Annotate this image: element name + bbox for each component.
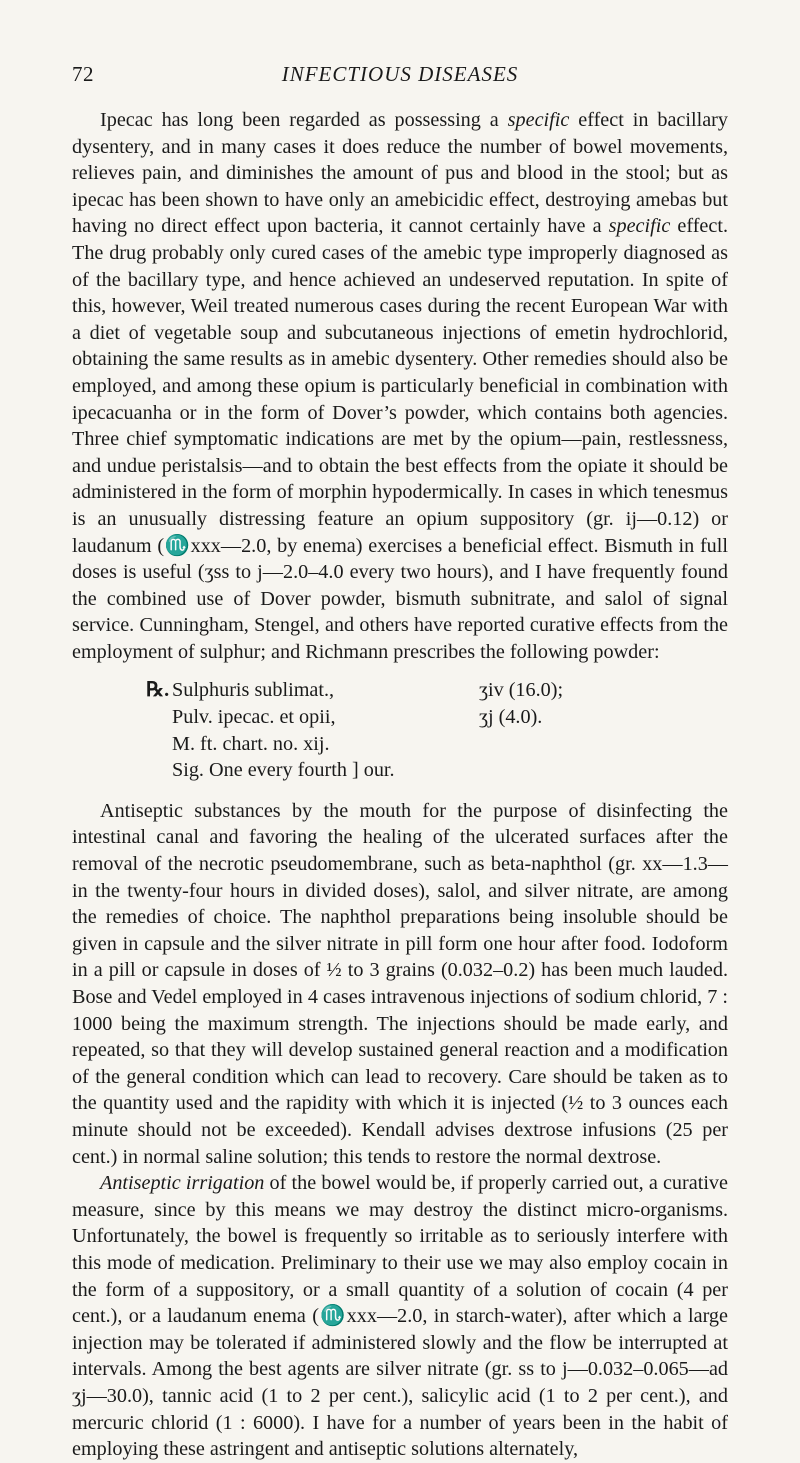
recipe-symbol: ℞.	[146, 679, 170, 702]
page-number: 72	[72, 62, 94, 86]
paragraph-antiseptic-substances: Antiseptic substances by the mouth for the purpose of disinfecting the intestinal canal and favoring the healing of the ulcerated surfaces after the removal of the necrotic pseudomembrane, such as beta-naphthol (gr. xx—1.3—in the twenty-four hours in divided doses), salol, and silver nitrate, are among the remedies of choice. The naphthol preparations being insoluble should be given in capsule and the silver nitrate in pill form one hour after food. Iodoform in a pill or capsule in doses of ½ to 3 grains (0.032–0.2) has been much lauded. Bose and Vedel employed in 4 cases intravenous injections of sodium chlorid, 7 : 1000 being the maximum strength. The injections should be made early, and repeated, so that they will develop sustained general reaction and a modification of the general condition which can lead to recovery. Care should be taken as to the quantity used and the rapidity with which it is injected (½ to 3 ounces each minute should not be exceeded). Kendall advises dextrose infusions (25 per cent.) in normal saline solution; this tends to restore the normal dextrose.	[72, 799, 728, 1168]
page-header	[72, 62, 728, 94]
paragraph-ipecac	[72, 107, 728, 665]
prescription-line	[146, 757, 728, 784]
prescription-line	[146, 677, 728, 704]
body-text	[72, 107, 728, 1463]
paragraph-text: effect. The drug probably only cured cases of the amebic type improperly diagnosed as of the bacillary type, and hence achieved an undeserved reputation. In spite of this, however, Weil treated numerous cases during the recent European War with a diet of vegetable soup and subcutaneous injections of emetin hydrochlorid, obtaining the same results as in amebic dysentery. Other remedies should also be employed, and among these opium is particularly beneficial in combination with ipecacuanha or in the form of Dover’s powder, which contains both agencies. Three chief symptomatic indications are met by the opium—pain, restlessness, and undue peristalsis—and to obtain the best effects from the opiate it should be administered in the form of morphin hypodermically. In cases in which tenesmus is an unusually distressing feature an opium suppository (gr. ij—0.12) or laudanum (♏xxx—2.0, by enema) exercises a beneficial effect. Bismuth in full doses is useful (ʒss to j—2.0–4.0 every two hours), and I have frequently found the combined use of Dover powder, bismuth subnitrate, and salol of signal service. Cunningham, Stengel, and others have reported curative effects from the employment of sulphur; and Richmann prescribes the following powder:	[72, 215, 728, 663]
prescription-dose: ʒiv (16.0);	[479, 679, 564, 702]
prescription-instruction: M. ft. chart. no. xij.	[172, 732, 330, 755]
emphasis-specific: specific	[507, 109, 570, 131]
prescription-line	[146, 704, 728, 731]
paragraph-antiseptic-irrigation	[72, 1170, 728, 1463]
emphasis-antiseptic-irrigation: Antiseptic irrigation	[100, 1172, 265, 1195]
prescription-ingredient: Pulv. ipecac. et opii,	[172, 706, 336, 729]
emphasis-specific: specific	[608, 215, 671, 238]
paragraph-text: effect in bacillary dysentery, and in many cases it does reduce the number of bowel movements, relieves pain, and diminishes the amount of pus and blood in the stool; but as ipecac has been shown to have only an amebicidic effect, destroying amebas but having no direct effect upon bacteria, it cannot certainly have a	[72, 109, 728, 238]
paragraph-text: Ipecac has long been regarded as possessing a	[100, 109, 508, 131]
prescription-signature: Sig. One every fourth ] our.	[172, 759, 395, 782]
prescription-dose: ʒj (4.0).	[479, 706, 543, 729]
prescription-ingredient: Sulphuris sublimat.,	[172, 679, 335, 702]
paragraph-text: of the bowel would be, if properly carried out, a curative measure, since by this means we may destroy the distinct micro-organisms. Unfortunately, the bowel is frequently so irritable as to seriously interfere with this mode of medication. Preliminary to their use we may also employ cocain in the form of a suppository, or a small quantity of a solution of cocain (4 per cent.), or a laudanum enema (♏xxx—2.0, in starch-water), after which a large injection may be tolerated if administered slowly and the flow be interrupted at intervals. Among the best agents are silver nitrate (gr. ss to j—0.032–0.065—ad ʒj—30.0), tannic acid (1 to 2 per cent.), salicylic acid (1 to 2 per cent.), and mercuric chlorid (1 : 6000). I have for a number of years been in the habit of employing these astringent and antiseptic solutions alternately,	[72, 1172, 728, 1461]
prescription-line	[146, 731, 728, 758]
prescription-block	[72, 677, 728, 783]
running-head: INFECTIOUS DISEASES	[281, 62, 519, 86]
